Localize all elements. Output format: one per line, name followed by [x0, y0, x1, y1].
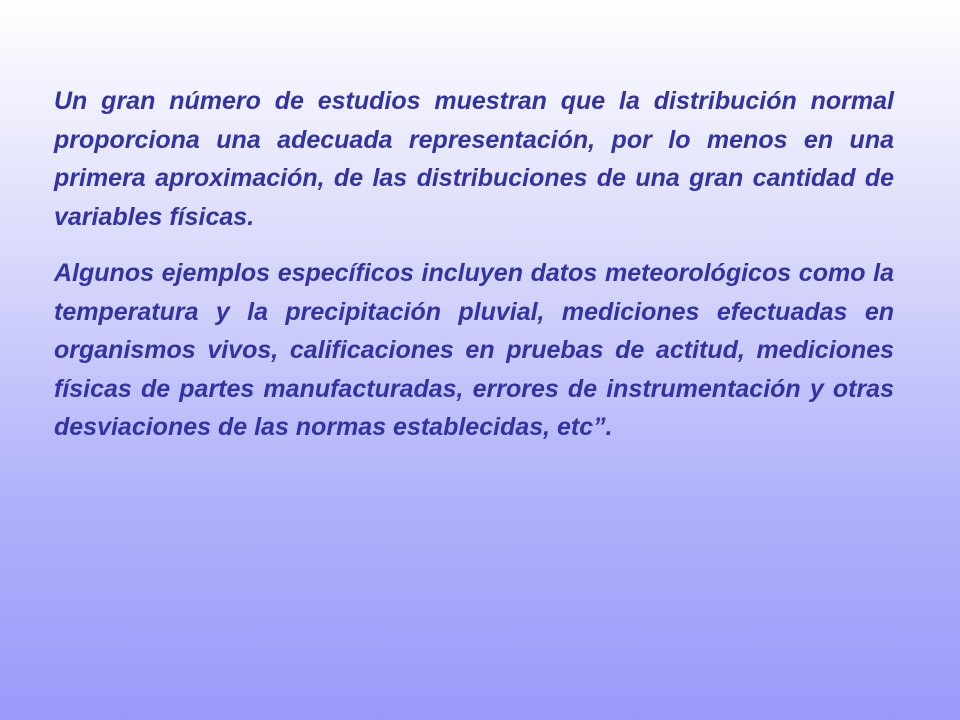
- paragraph-distribucion-normal: Un gran número de estudios muestran que la distribución normal proporciona una adecuada representación, por lo menos en una primera aproximación, de las distribuciones de una gran cantidad de variables físicas.: [54, 87, 894, 231]
- paragraph-ejemplos: Algunos ejemplos específicos incluyen datos meteorológicos como la temperatura y la precipitación pluvial, mediciones efectuadas en organismos vivos, calificaciones en pruebas de actitud, mediciones físicas de partes manufacturadas, errores de instrumentación y otras desviaciones de las normas establecidas, etc”.: [54, 259, 894, 441]
- slide-body: [54, 82, 894, 447]
